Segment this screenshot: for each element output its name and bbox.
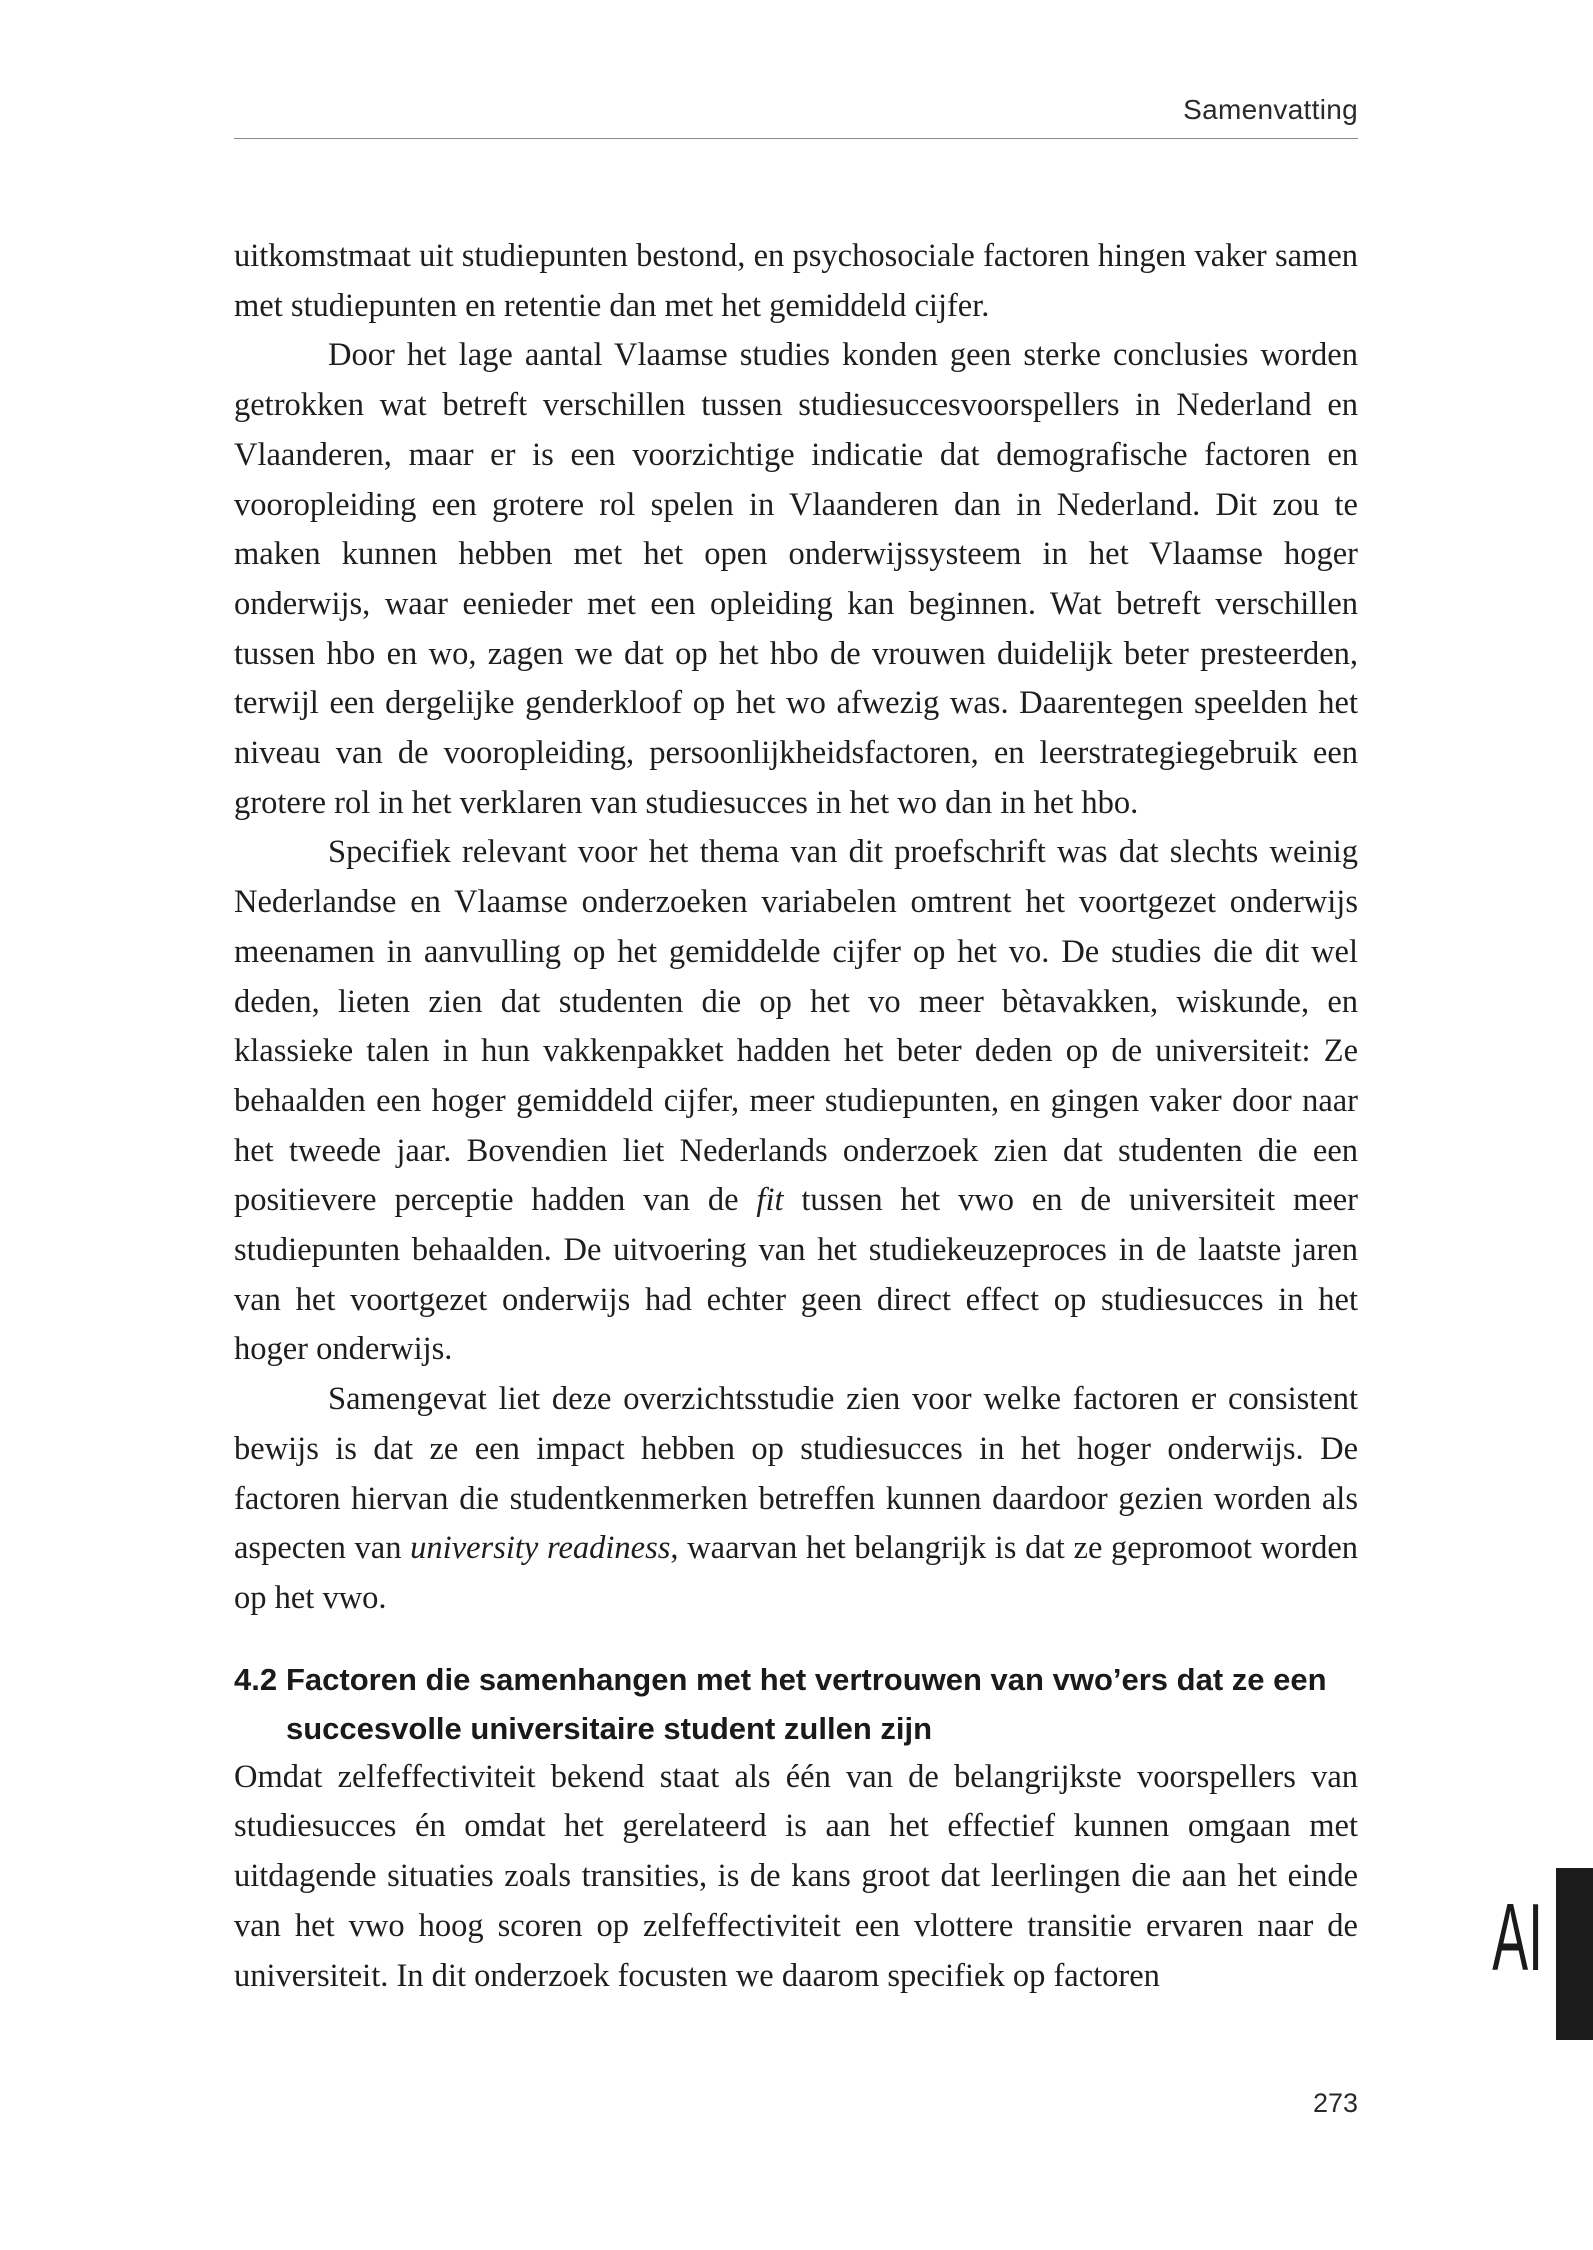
page-number: 273 [1312, 2088, 1358, 2118]
paragraph-3 [234, 828, 1358, 1375]
paragraph-3-text-start: Specifiek relevant voor het thema van dit proefschrift was dat slechts weinig Nederlandse en Vlaamse onderzoeken variabelen omtrent het voortgezet onderwijs meenamen in aanvulling op het gemiddelde cijfer op het vo. De studies die dit wel deden, lieten zien dat studenten die op het vo meer bètavakken, wiskunde, en klassieke talen in hun vakkenpakket hadden het beter deden op de universiteit: Ze behaalden een hoger gemiddeld cijfer, meer studiepunten, en gingen vaker door naar het tweede jaar. Bovendien liet Nederlands onderzoek zien dat studenten die een positievere perceptie hadden van de [234, 834, 1358, 1219]
thumb-tab-marker [1556, 1868, 1593, 2040]
paragraph-4-text-start: Samengevat liet deze overzichtsstudie zien voor welke factoren er consistent bewijs is dat ze een impact hebben op studiesucces in het hoger onderwijs. De factoren hiervan die studentkenmerken betreffen kunnen daardoor gezien worden als aspecten van [234, 1381, 1358, 1567]
paragraph-4-italic-term: university readiness [410, 1530, 671, 1567]
paragraph-4-text-end: , waarvan het belangrijk is dat ze gepromoot worden op het vwo. [234, 1530, 1359, 1616]
section-heading [234, 1655, 1358, 1753]
paragraph-4 [234, 1375, 1358, 1624]
body-text [234, 232, 1358, 2001]
page-header [234, 88, 1358, 139]
paragraph-1: uitkomstmaat uit studiepunten bestond, en psychosociale factoren hingen vaker samen met studiepunten en retentie dan met het gemiddeld cijfer. [234, 238, 1358, 324]
appendix-label: AI [1492, 1884, 1544, 1991]
paragraph-3-italic-term: fit [756, 1182, 784, 1219]
running-title: Samenvatting [1183, 94, 1358, 125]
section-title: Factoren die samenhangen met het vertrouwen van vwo’ers dat ze een succesvolle universitaire student zullen zijn [286, 1661, 1327, 1746]
section-number: 4.2 [234, 1661, 278, 1697]
paragraph-5: Omdat zelfeffectiviteit bekend staat als één van de belangrijkste voorspellers van studiesucces én omdat het gerelateerd is aan het effectief kunnen omgaan met uitdagende situaties zoals transities, is de kans groot dat leerlingen die aan het einde van het vwo hoog scoren op zelfeffectiviteit een vlottere transitie ervaren naar de universiteit. In dit onderzoek focusten we daarom specifiek op factoren [234, 1758, 1358, 1994]
paragraph-2: Door het lage aantal Vlaamse studies konden geen sterke conclusies worden getrokken wat betreft verschillen tussen studiesuccesvoorspellers in Nederland en Vlaanderen, maar er is een voorzichtige indicatie dat demografische factoren en vooropleiding een grotere rol spelen in Vlaanderen dan in Nederland. Dit zou te maken kunnen hebben met het open onderwijssysteem in het Vlaamse hoger onderwijs, waar eenieder met een opleiding kan beginnen. Wat betreft verschillen tussen hbo en wo, zagen we dat op het hbo de vrouwen duidelijk beter presteerden, terwijl een dergelijke genderkloof op het wo afwezig was. Daarentegen speelden het niveau van de vooropleiding, persoonlijkheidsfactoren, en leerstrategiegebruik een grotere rol in het verklaren van studiesucces in het wo dan in het hbo. [234, 337, 1358, 821]
paragraph-3-text-end: tussen het vwo en de universiteit meer studiepunten behaalden. De uitvoering van het studiekeuzeproces in de laatste jaren van het voortgezet onderwijs had echter geen direct effect op studiesucces in het hoger onderwijs. [234, 1182, 1358, 1368]
